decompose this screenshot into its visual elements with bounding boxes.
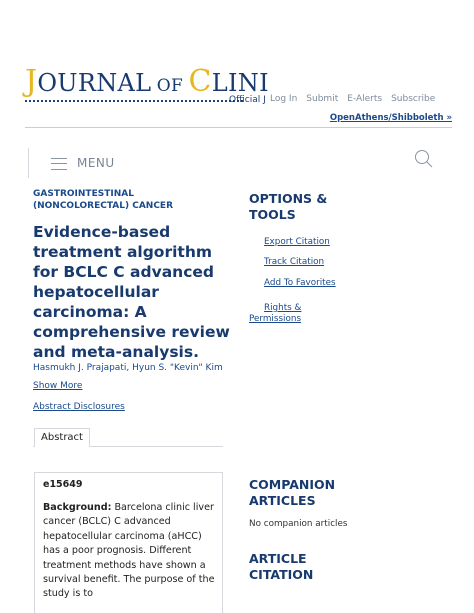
- header-divider: [25, 127, 452, 128]
- author-link[interactable]: Hasmukh J. Prajapati: [33, 363, 127, 373]
- article-category[interactable]: GASTROINTESTINAL (NONCOLORECTAL) CANCER: [33, 189, 174, 211]
- abstract-number: e15649: [43, 479, 83, 490]
- logo-word-ournal: OURNAL: [37, 69, 152, 97]
- export-citation-link[interactable]: Export Citation: [264, 237, 330, 247]
- login-link[interactable]: Log In: [270, 94, 298, 104]
- tab-abstract[interactable]: Abstract: [34, 428, 90, 447]
- journal-logo[interactable]: [25, 64, 269, 99]
- menu-label: MENU: [77, 156, 115, 170]
- background-label: Background:: [43, 502, 112, 513]
- author-list: [33, 363, 223, 373]
- logo-word-of: OF: [156, 76, 184, 96]
- options-tools-heading: OPTIONS & TOOLS: [249, 191, 328, 222]
- track-citation-link[interactable]: Track Citation: [264, 257, 325, 267]
- abstract-disclosures-link[interactable]: Abstract Disclosures: [33, 402, 125, 412]
- article-citation-heading: ARTICLE CITATION: [249, 551, 314, 582]
- account-links: [270, 94, 435, 104]
- openathens-shibboleth-link[interactable]: OpenAthens/Shibboleth »: [329, 113, 452, 123]
- masthead-tagline: Official J: [229, 95, 266, 105]
- rights-permissions-link[interactable]: [249, 303, 369, 325]
- companion-articles-empty: No companion articles: [249, 519, 348, 529]
- e-alerts-link[interactable]: E-Alerts: [347, 94, 383, 104]
- author-separator: ,: [126, 363, 133, 373]
- menu-toggle[interactable]: [28, 148, 229, 178]
- subscribe-link[interactable]: Subscribe: [391, 94, 436, 104]
- abstract-panel: [34, 472, 223, 613]
- submit-link[interactable]: Submit: [306, 94, 339, 104]
- rights-label-line1: Rights &: [264, 303, 302, 313]
- article-title: Evidence-based treatment algorithm for BCLC C advanced hepatocellular carcinoma: A comprehensive review and meta-analysis.: [33, 223, 230, 361]
- logo-letter-j: J: [25, 64, 38, 99]
- companion-articles-heading: COMPANION ARTICLES: [249, 477, 336, 508]
- rights-label-line2: Permissions: [249, 314, 302, 324]
- search-icon[interactable]: [415, 150, 429, 164]
- background-text: Barcelona clinic liver cancer (BCLC) C advanced hepatocellular carcinoma (aHCC) has a poor prognosis. Different treatment methods have shown a survival benefit. The purpose of the study is to: [43, 502, 215, 600]
- abstract-body: [43, 501, 219, 602]
- logo-word-lini: LINI: [211, 69, 269, 97]
- author-link[interactable]: Hyun S. "Kevin" Kim: [132, 363, 223, 373]
- masthead-dotted-rule: [25, 100, 243, 102]
- logo-letter-c: C: [188, 64, 212, 99]
- add-to-favorites-link[interactable]: Add To Favorites: [264, 278, 336, 288]
- hamburger-icon: [51, 158, 67, 170]
- show-more-authors-link[interactable]: Show More: [33, 381, 83, 391]
